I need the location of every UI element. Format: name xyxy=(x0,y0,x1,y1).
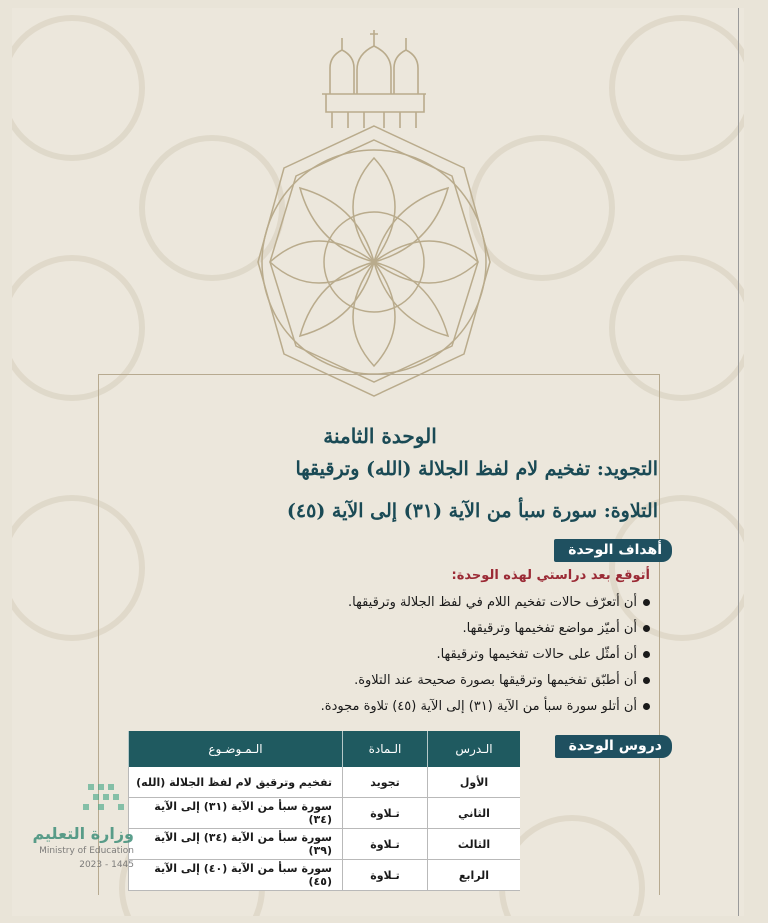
goals-tag: أهداف الوحدة xyxy=(554,539,672,562)
table-row xyxy=(129,767,521,798)
table-header-row xyxy=(129,731,521,767)
goals-intro: أتوقع بعد دراستي لهذه الوحدة: xyxy=(451,568,650,583)
table-row xyxy=(129,829,521,860)
lesson-cell: الرابع xyxy=(428,860,521,891)
goal-item: أن أمثّل على حالات تفخيمها وترقيقها. xyxy=(321,642,650,668)
tajweed-label: التجويد: xyxy=(596,458,658,480)
lessons-tag: دروس الوحدة xyxy=(555,735,672,758)
ministry-year: 2023 - 1445 xyxy=(79,860,134,870)
rosette-ornament xyxy=(258,126,490,396)
ministry-name-en: Ministry of Education xyxy=(39,846,134,856)
lesson-cell: الثاني xyxy=(428,798,521,829)
subject-cell: تـلاوة xyxy=(343,829,428,860)
table-row xyxy=(129,798,521,829)
tajweed-text: تفخيم لام لفظ الجلالة (الله) وترقيقها xyxy=(295,458,591,480)
mosque-icon xyxy=(322,30,426,128)
tilawa-line xyxy=(98,500,658,522)
goals-list xyxy=(321,590,650,720)
subject-cell: تـلاوة xyxy=(343,860,428,891)
tilawa-text: سورة سبأ من الآية (٣١) إلى الآية (٤٥) xyxy=(286,500,598,522)
lesson-cell: الأول xyxy=(428,767,521,798)
bullet-icon xyxy=(643,625,650,632)
table-row xyxy=(129,860,521,891)
topic-cell: تفخيم وترقيق لام لفظ الجلالة (الله) xyxy=(129,767,343,798)
column-header-lesson: الـدرس xyxy=(428,731,521,767)
lesson-cell: الثالث xyxy=(428,829,521,860)
bullet-icon xyxy=(643,677,650,684)
ministry-logo-icon xyxy=(28,780,138,820)
tilawa-label: التلاوة: xyxy=(603,500,658,522)
topic-cell: سورة سبأ من الآية (٣٤) إلى الآية (٣٩) xyxy=(129,829,343,860)
tajweed-line xyxy=(98,458,658,480)
lessons-table xyxy=(128,731,520,891)
bullet-icon xyxy=(643,599,650,606)
unit-title: الوحدة الثامنة xyxy=(323,424,437,448)
goal-item: أن أتعرّف حالات تفخيم اللام في لفظ الجلالة وترقيقها. xyxy=(321,590,650,616)
topic-cell: سورة سبأ من الآية (٤٠) إلى الآية (٤٥) xyxy=(129,860,343,891)
column-header-topic: الـمـوضـوع xyxy=(129,731,343,767)
ministry-watermark xyxy=(28,780,138,880)
subject-cell: تجويد xyxy=(343,767,428,798)
bullet-icon xyxy=(643,703,650,710)
column-header-subject: الـمادة xyxy=(343,731,428,767)
ministry-name-ar: وزارة التعليم xyxy=(32,824,134,843)
goal-item: أن أتلو سورة سبأ من الآية (٣١) إلى الآية (٤٥) تلاوة مجودة. xyxy=(321,694,650,720)
topic-cell: سورة سبأ من الآية (٣١) إلى الآية (٣٤) xyxy=(129,798,343,829)
goal-item: أن أطبّق تفخيمها وترقيقها بصورة صحيحة عند التلاوة. xyxy=(321,668,650,694)
goal-item: أن أميّز مواضع تفخيمها وترقيقها. xyxy=(321,616,650,642)
bullet-icon xyxy=(643,651,650,658)
subject-cell: تـلاوة xyxy=(343,798,428,829)
